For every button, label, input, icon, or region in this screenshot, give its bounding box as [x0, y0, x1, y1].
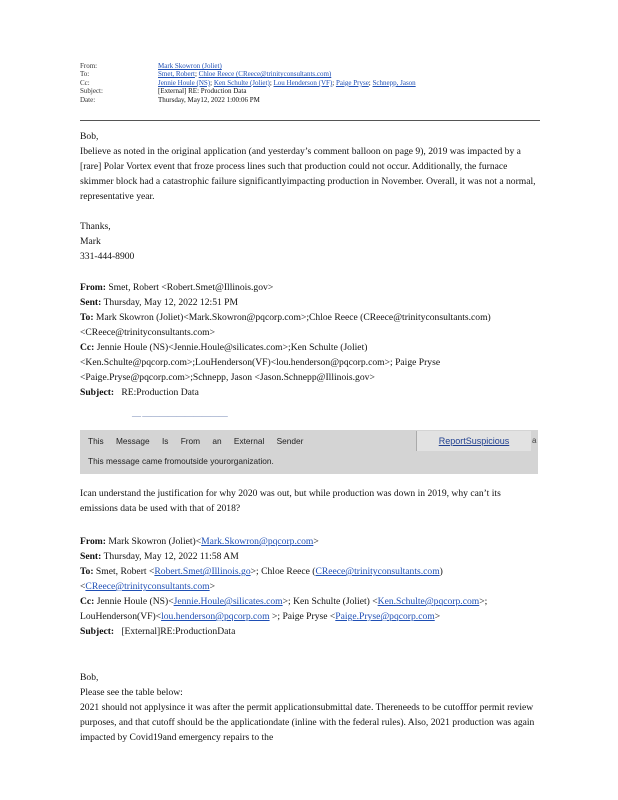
q1-subject-label: Subject:: [80, 387, 115, 398]
q2-cc-email-link-1[interactable]: Jennie.Houle@silicates.com: [173, 596, 283, 607]
header-cc-label: Cc:: [80, 78, 90, 87]
header-to-link-1[interactable]: Smet, Robert: [158, 70, 195, 79]
reply-name: Mark: [80, 236, 101, 247]
banner-warning-title: This Message Is From an External Sender: [88, 436, 304, 446]
q1-to: Mark Skowron (Joliet)<Mark.Skowron@pqcorp.com>;Chloe Reece (CReece@trinityconsultants.com)<CReece@trinityconsultants.com>: [80, 312, 491, 338]
header-subject-row: [80, 87, 540, 95]
q1-cc: Jennie Houle (NS)<Jennie.Houle@silicates.com>;Ken Schulte (Joliet) <Ken.Schulte@pqcorp.com>;LouHenderson(VF)<lou.henderson@pqcorp.com>; Paige Pryse <Paige.Pryse@pqcorp.com>;Schnepp, Jason <Jason.Schnepp@Illinois.gov>: [80, 342, 441, 383]
q2-subject-label: Subject:: [80, 626, 115, 637]
q2-cc-sep-1: >; Ken Schulte (Joliet) <: [282, 596, 378, 607]
dash-line: — ——————————: [132, 411, 228, 421]
q2-cc-email-link-2[interactable]: Ken.Schulte@pqcorp.com: [377, 596, 480, 607]
q2-cc-sep-2: >; LouHenderson(VF)<: [80, 596, 488, 622]
header-subject: [External] RE: Production Data: [158, 87, 247, 96]
header-to-row: [80, 70, 540, 78]
message-3-body: 2021 should not applysince it was after the permit applicationsubmittal date. Thereneeds to be cutofffor permit review purposes, and that cutoff should be the applicationdate (inline with the federal rules). Also, 2021 production was again impacted by Covid19and emergency repairs to the: [80, 702, 535, 743]
reply-body: Ibelieve as noted in the original application (and yesterday’s comment balloon on page 9), 2019 was impacted by a [rare] Polar Vortex event that froze process lines such that production could not occur. Additionally, the furnace skimmer block had a catastrophic failure significantlyimpacting production in November. Overall, it was not a normal, representative year.: [80, 146, 536, 202]
q2-cc-bracket: >: [434, 611, 441, 622]
q2-to-email-link-1[interactable]: Robert.Smet@Illinois.go: [154, 566, 251, 577]
q2-from-bracket: >: [313, 536, 319, 547]
q2-cc-email-link-3[interactable]: lou.henderson@pqcorp.com: [161, 611, 270, 622]
q2-to-label: To:: [80, 566, 94, 577]
reply-greeting: Bob,: [80, 131, 99, 142]
message-3: [80, 670, 540, 745]
q2-to-name: Smet, Robert <: [95, 566, 155, 577]
q2-subject: [External]RE:ProductionData: [121, 626, 236, 637]
q1-cc-label: Cc:: [80, 342, 95, 353]
q2-from-label: From:: [80, 536, 106, 547]
q1-sent: Thursday, May 12, 2022 12:51 PM: [103, 297, 239, 308]
header-cc-link-5[interactable]: Schnepp, Jason: [372, 78, 416, 87]
q2-from-email-link[interactable]: Mark.Skowron@pqcorp.com: [201, 536, 314, 547]
header-to-label: To:: [80, 70, 90, 79]
q2-to-email-link-2[interactable]: CReece@trinityconsultants.com: [315, 566, 440, 577]
header-cc-link-1[interactable]: Jennie Houle (NS): [158, 78, 211, 87]
q2-from-name: Mark Skowron (Joliet)<: [108, 536, 202, 547]
q1-to-label: To:: [80, 312, 94, 323]
q2-sent: Thursday, May 12, 2022 11:58 AM: [103, 551, 239, 562]
message-2-body: Ican understand the justification for why 2020 was out, but while production was down in 2019, why can’t its emissions data be used with that of 2018?: [80, 488, 501, 514]
q2-to-bracket: >: [209, 581, 216, 592]
q2-cc-name-1: Jennie Houle (NS)<: [96, 596, 174, 607]
email-header: [80, 62, 540, 104]
reply-phone: 331-444-8900: [80, 251, 135, 262]
q2-cc-sep-3: >; Paige Pryse <: [269, 611, 336, 622]
header-subject-label: Subject:: [80, 87, 103, 96]
banner-edge-glyph: a: [532, 436, 537, 445]
report-suspicious-button[interactable]: ReportSuspicious: [416, 431, 531, 451]
q2-to-sep-1: >; Chloe Reece (: [250, 566, 316, 577]
message-3-greeting: Bob,: [80, 672, 99, 683]
header-date-label: Date:: [80, 95, 96, 104]
q1-from: Smet, Robert <Robert.Smet@Illinois.gov>: [108, 282, 274, 293]
header-divider: [80, 120, 540, 121]
q1-subject: RE:Production Data: [121, 387, 199, 398]
quoted-header-1: [80, 280, 540, 400]
external-sender-banner: [80, 430, 538, 474]
header-date: Thursday, May12, 2022 1:00:06 PM: [158, 95, 260, 104]
q2-cc-label: Cc:: [80, 596, 95, 607]
q2-to-sep-2: ) <: [80, 566, 443, 592]
header-cc-link-4[interactable]: Paige Pryse: [335, 78, 369, 87]
header-to-link-2[interactable]: Chloe Reece (CReece@trinityconsultants.com): [198, 70, 332, 79]
header-date-row: [80, 96, 540, 104]
q1-from-label: From:: [80, 282, 106, 293]
q1-sent-label: Sent:: [80, 297, 102, 308]
q2-sent-label: Sent:: [80, 551, 102, 562]
header-cc-link-3[interactable]: Lou Henderson (VF): [273, 78, 333, 87]
reply-thanks: Thanks,: [80, 221, 111, 232]
quoted-header-2: [80, 534, 540, 639]
q2-to-email-link-3[interactable]: CReece@trinityconsultants.com: [85, 581, 210, 592]
message-3-line1: Please see the table below:: [80, 687, 183, 698]
header-cc-link-2[interactable]: Ken Schulte (Joliet): [213, 78, 270, 87]
reply-message: [80, 129, 540, 264]
q2-cc-email-link-4[interactable]: Paige.Pryse@pqcorp.com: [335, 611, 435, 622]
header-from-label: From:: [80, 62, 98, 70]
header-from-row: [80, 62, 540, 70]
header-to-separator: ;: [194, 70, 199, 79]
message-2: [80, 486, 540, 516]
header-from-link[interactable]: Mark Skowron (Joliet): [158, 62, 222, 70]
header-cc-row: Cc: Jennie Houle (NS); Ken Schulte (Joliet); Lou Henderson (VF); Paige Pryse; Schnepp, Jason: [80, 78, 416, 87]
banner-warning-text: This message came fromoutside yourorganization.: [88, 456, 274, 466]
